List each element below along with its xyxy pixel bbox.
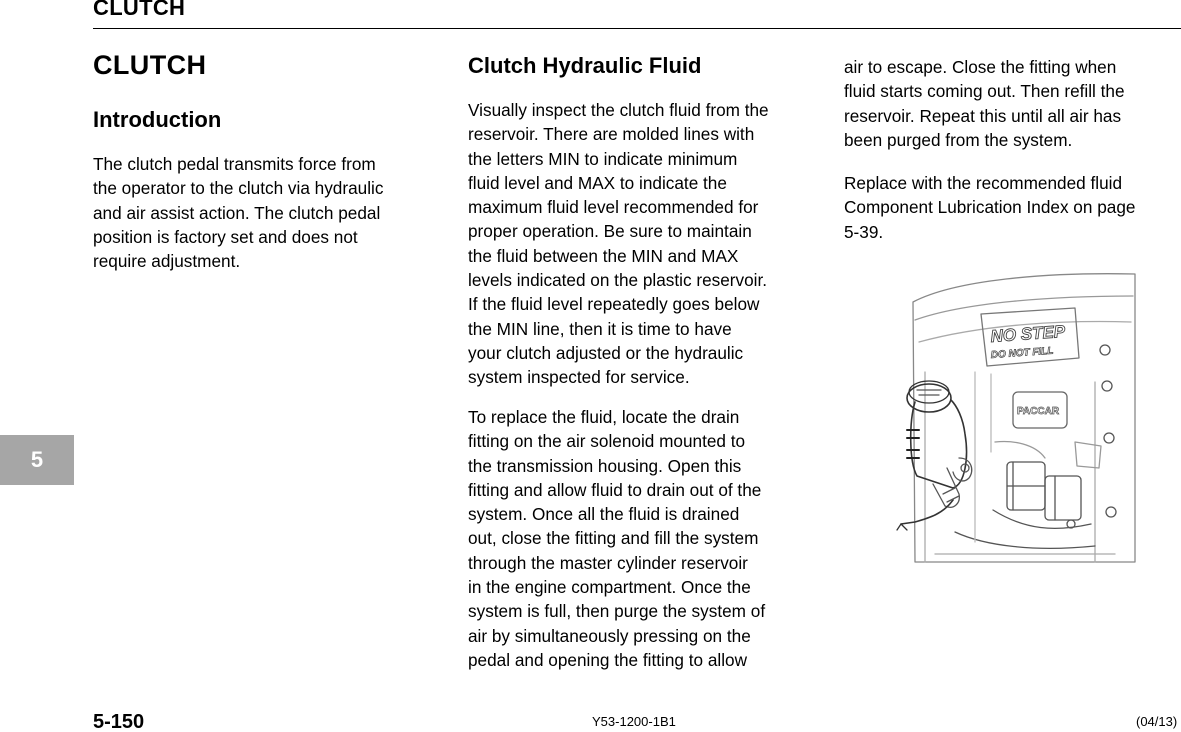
- text-line: 5-39.: [844, 221, 884, 242]
- text-line: pedal and opening the fitting to allow: [468, 649, 748, 670]
- text-line: To replace the fluid, locate the drain: [468, 407, 740, 427]
- text-line: the fluid between the MIN and MAX: [468, 245, 739, 266]
- section-title: CLUTCH: [93, 50, 207, 80]
- document-code: Y53-1200-1B1: [592, 714, 676, 729]
- text-line: air to escape. Close the fitting when: [844, 57, 1117, 77]
- decal-warning-text: NO STEP: [989, 321, 1066, 346]
- text-line: system. Once all the fluid is drained: [468, 504, 740, 525]
- text-line: fluid level and MAX to indicate the: [468, 172, 727, 193]
- text-line: fitting and allow fluid to drain out of the: [468, 479, 762, 500]
- text-line: and air assist action. The clutch pedal: [93, 202, 381, 223]
- fluid-paragraph-3: [844, 55, 1125, 152]
- chapter-tab-label: 5: [30, 447, 44, 472]
- text-line: the transmission housing. Open this: [468, 455, 742, 476]
- revision-date: (04/13): [1136, 714, 1178, 729]
- text-line: levels indicated on the plastic reservoir.: [468, 270, 768, 291]
- page-number: 5-150: [93, 711, 145, 732]
- text-line: If the fluid level repeatedly goes below: [468, 294, 760, 315]
- text-line: system inspected for service.: [468, 367, 690, 388]
- fluid-paragraph-2: [468, 405, 765, 672]
- text-line: proper operation. Be sure to maintain: [468, 221, 752, 242]
- text-line: Component Lubrication Index on page: [844, 197, 1136, 218]
- text-line: fluid starts coming out. Then refill the: [844, 81, 1125, 102]
- text-line: out, close the fitting and fill the system: [468, 528, 759, 549]
- decal-subtext: DO NOT FILL: [990, 345, 1054, 361]
- text-line: reservoir. Repeat this until all air has: [844, 105, 1122, 126]
- intro-paragraph: [93, 152, 383, 273]
- text-line: fitting on the air solenoid mounted to: [468, 431, 746, 452]
- fluid-heading: Clutch Hydraulic Fluid: [468, 53, 702, 78]
- text-line: system is full, then purge the system of: [468, 601, 766, 622]
- text-line: been purged from the system.: [844, 129, 1073, 150]
- text-line: reservoir. There are molded lines with: [468, 124, 755, 145]
- fluid-paragraph-4: [844, 171, 1135, 244]
- badge-text: PACCAR: [1017, 406, 1060, 417]
- text-line: air by simultaneously pressing on the: [468, 625, 751, 646]
- text-line: your clutch adjusted or the hydraulic: [468, 342, 744, 363]
- chapter-tab: [0, 435, 74, 485]
- text-line: the MIN line, then it is time to have: [468, 318, 732, 339]
- text-line: through the master cylinder reservoir: [468, 552, 748, 573]
- text-line: in the engine compartment. Once the: [468, 577, 751, 598]
- text-line: position is factory set and does not: [93, 226, 358, 247]
- text-line: maximum fluid level recommended for: [468, 197, 759, 218]
- text-line: The clutch pedal transmits force from: [93, 154, 376, 174]
- text-line: the operator to the clutch via hydraulic: [93, 178, 384, 199]
- text-line: Replace with the recommended fluid: [844, 173, 1123, 193]
- header-rule: [93, 28, 1181, 29]
- running-header-title: CLUTCH: [93, 0, 186, 20]
- intro-heading: Introduction: [93, 107, 222, 132]
- clutch-reservoir-illustration: [895, 262, 1140, 580]
- fluid-paragraph-1: [468, 98, 769, 390]
- text-line: Visually inspect the clutch fluid from the: [468, 100, 769, 120]
- text-line: the letters MIN to indicate minimum: [468, 148, 738, 169]
- text-line: require adjustment.: [93, 251, 241, 272]
